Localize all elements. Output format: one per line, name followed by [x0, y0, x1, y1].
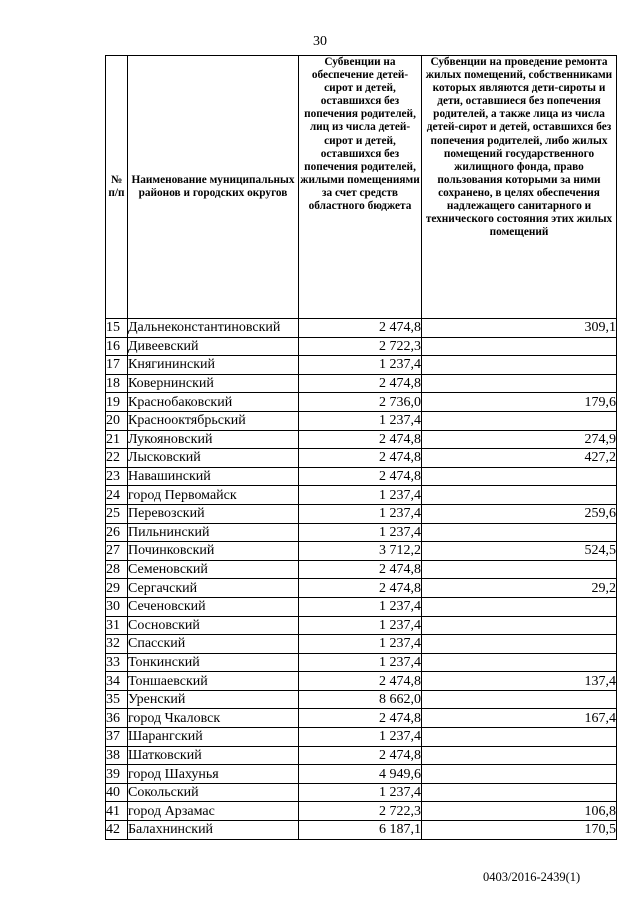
district-name: город Шахунья — [128, 765, 299, 784]
row-number: 21 — [106, 430, 128, 449]
housing-repair-value — [422, 411, 617, 430]
row-number: 26 — [106, 523, 128, 542]
housing-repair-value — [422, 728, 617, 747]
row-number: 24 — [106, 486, 128, 505]
row-number: 33 — [106, 653, 128, 672]
district-name: Лысковский — [128, 449, 299, 468]
row-number: 16 — [106, 337, 128, 356]
orphans-housing-value: 2 722,3 — [299, 802, 422, 821]
table-row — [106, 765, 617, 784]
header-orphans-housing: Субвенции на обеспечение детей-сирот и детей, оставшихся без попечения родителей, лиц из числа детей-сирот и детей, оставшихся без попечения родителей, жилыми помещениями за счет средств областного бюджета — [299, 56, 422, 319]
district-name: Сергачский — [128, 579, 299, 598]
orphans-housing-value: 1 237,4 — [299, 411, 422, 430]
orphans-housing-value: 2 474,8 — [299, 579, 422, 598]
row-number: 40 — [106, 783, 128, 802]
orphans-housing-value: 1 237,4 — [299, 783, 422, 802]
housing-repair-value: 29,2 — [422, 579, 617, 598]
header-name: Наименование муниципальных районов и городских округов — [128, 56, 299, 319]
row-number: 35 — [106, 690, 128, 709]
table-row — [106, 411, 617, 430]
district-name: Пильнинский — [128, 523, 299, 542]
table-row — [106, 430, 617, 449]
table-row — [106, 728, 617, 747]
row-number: 30 — [106, 597, 128, 616]
orphans-housing-value: 1 237,4 — [299, 486, 422, 505]
housing-repair-value: 259,6 — [422, 504, 617, 523]
district-name: Краснобаковский — [128, 393, 299, 412]
table-row — [106, 783, 617, 802]
housing-repair-value: 137,4 — [422, 672, 617, 691]
housing-repair-value — [422, 690, 617, 709]
district-name: Балахнинский — [128, 821, 299, 840]
housing-repair-value: 106,8 — [422, 802, 617, 821]
orphans-housing-value: 1 237,4 — [299, 728, 422, 747]
row-number: 20 — [106, 411, 128, 430]
housing-repair-value: 167,4 — [422, 709, 617, 728]
orphans-housing-value: 2 474,8 — [299, 709, 422, 728]
row-number: 34 — [106, 672, 128, 691]
row-number: 22 — [106, 449, 128, 468]
table-row — [106, 393, 617, 412]
district-name: Навашинский — [128, 467, 299, 486]
district-name: Тоншаевский — [128, 672, 299, 691]
district-name: Ковернинский — [128, 374, 299, 393]
orphans-housing-value: 1 237,4 — [299, 597, 422, 616]
district-name: Лукояновский — [128, 430, 299, 449]
row-number: 19 — [106, 393, 128, 412]
table-row — [106, 319, 617, 338]
page-number: 30 — [313, 34, 327, 49]
district-name: Спасский — [128, 635, 299, 654]
housing-repair-value: 309,1 — [422, 319, 617, 338]
orphans-housing-value: 8 662,0 — [299, 690, 422, 709]
district-name: Сеченовский — [128, 597, 299, 616]
district-name: Починковский — [128, 542, 299, 561]
table-header-row — [106, 56, 617, 319]
district-name: Перевозский — [128, 504, 299, 523]
district-name: город Арзамас — [128, 802, 299, 821]
housing-repair-value — [422, 356, 617, 375]
housing-repair-value — [422, 746, 617, 765]
table-row — [106, 635, 617, 654]
housing-repair-value: 170,5 — [422, 821, 617, 840]
table-body — [106, 319, 617, 840]
district-name: Сосновский — [128, 616, 299, 635]
housing-repair-value — [422, 374, 617, 393]
row-number: 36 — [106, 709, 128, 728]
housing-repair-value: 427,2 — [422, 449, 617, 468]
table-row — [106, 356, 617, 375]
orphans-housing-value: 2 474,8 — [299, 374, 422, 393]
row-number: 42 — [106, 821, 128, 840]
housing-repair-value: 274,9 — [422, 430, 617, 449]
orphans-housing-value: 2 474,8 — [299, 746, 422, 765]
district-name: Дальнеконстантиновский — [128, 319, 299, 338]
housing-repair-value — [422, 597, 617, 616]
orphans-housing-value: 1 237,4 — [299, 653, 422, 672]
orphans-housing-value: 2 474,8 — [299, 672, 422, 691]
table-row — [106, 746, 617, 765]
table-row — [106, 616, 617, 635]
housing-repair-value: 179,6 — [422, 393, 617, 412]
row-number: 27 — [106, 542, 128, 561]
row-number: 23 — [106, 467, 128, 486]
orphans-housing-value: 2 736,0 — [299, 393, 422, 412]
row-number: 32 — [106, 635, 128, 654]
housing-repair-value — [422, 765, 617, 784]
table-row — [106, 542, 617, 561]
orphans-housing-value: 4 949,6 — [299, 765, 422, 784]
housing-repair-value — [422, 635, 617, 654]
housing-repair-value — [422, 653, 617, 672]
orphans-housing-value: 2 474,8 — [299, 319, 422, 338]
district-name: Семеновский — [128, 560, 299, 579]
orphans-housing-value: 1 237,4 — [299, 504, 422, 523]
orphans-housing-value: 2 474,8 — [299, 449, 422, 468]
orphans-housing-value: 3 712,2 — [299, 542, 422, 561]
orphans-housing-value: 2 474,8 — [299, 467, 422, 486]
row-number: 25 — [106, 504, 128, 523]
row-number: 17 — [106, 356, 128, 375]
district-name: Тонкинский — [128, 653, 299, 672]
table-row — [106, 802, 617, 821]
header-num: № п/п — [106, 56, 128, 319]
housing-repair-value — [422, 560, 617, 579]
table-row — [106, 337, 617, 356]
table-row — [106, 486, 617, 505]
district-name: город Первомайск — [128, 486, 299, 505]
row-number: 38 — [106, 746, 128, 765]
orphans-housing-value: 1 237,4 — [299, 356, 422, 375]
table-row — [106, 597, 617, 616]
subsidies-table — [105, 55, 617, 840]
orphans-housing-value: 1 237,4 — [299, 523, 422, 542]
table-row — [106, 690, 617, 709]
district-name: Дивеевский — [128, 337, 299, 356]
document-code: 0403/2016-2439(1) — [483, 870, 581, 884]
row-number: 15 — [106, 319, 128, 338]
housing-repair-value — [422, 337, 617, 356]
row-number: 18 — [106, 374, 128, 393]
orphans-housing-value: 1 237,4 — [299, 616, 422, 635]
housing-repair-value — [422, 783, 617, 802]
district-name: Княгининский — [128, 356, 299, 375]
table-row — [106, 579, 617, 598]
table-row — [106, 709, 617, 728]
table-row — [106, 374, 617, 393]
district-name: Шатковский — [128, 746, 299, 765]
table-row — [106, 449, 617, 468]
housing-repair-value — [422, 523, 617, 542]
row-number: 29 — [106, 579, 128, 598]
orphans-housing-value: 2 474,8 — [299, 560, 422, 579]
table-row — [106, 653, 617, 672]
district-name: Уренский — [128, 690, 299, 709]
table-row — [106, 467, 617, 486]
district-name: Краснооктябрьский — [128, 411, 299, 430]
row-number: 37 — [106, 728, 128, 747]
row-number: 31 — [106, 616, 128, 635]
district-name: город Чкаловск — [128, 709, 299, 728]
header-housing-repair: Субвенции на проведение ремонта жилых помещений, собственниками которых являются дети-сироты и дети, оставшиеся без попечения родителей, а также лица из числа детей-сирот и детей, оставшихся без попечения родителей, либо жилых помещений государственного жилищного фонда, право пользования которыми за ними сохранено, в целях обеспечения надлежащего санитарного и технического состояния этих жилых помещений — [422, 56, 617, 319]
orphans-housing-value: 2 722,3 — [299, 337, 422, 356]
row-number: 39 — [106, 765, 128, 784]
housing-repair-value — [422, 486, 617, 505]
orphans-housing-value: 1 237,4 — [299, 635, 422, 654]
table-row — [106, 523, 617, 542]
row-number: 28 — [106, 560, 128, 579]
table-row — [106, 821, 617, 840]
table-row — [106, 672, 617, 691]
housing-repair-value: 524,5 — [422, 542, 617, 561]
housing-repair-value — [422, 467, 617, 486]
table-row — [106, 504, 617, 523]
row-number: 41 — [106, 802, 128, 821]
district-name: Шарангский — [128, 728, 299, 747]
table-row — [106, 560, 617, 579]
district-name: Сокольский — [128, 783, 299, 802]
housing-repair-value — [422, 616, 617, 635]
orphans-housing-value: 2 474,8 — [299, 430, 422, 449]
orphans-housing-value: 6 187,1 — [299, 821, 422, 840]
